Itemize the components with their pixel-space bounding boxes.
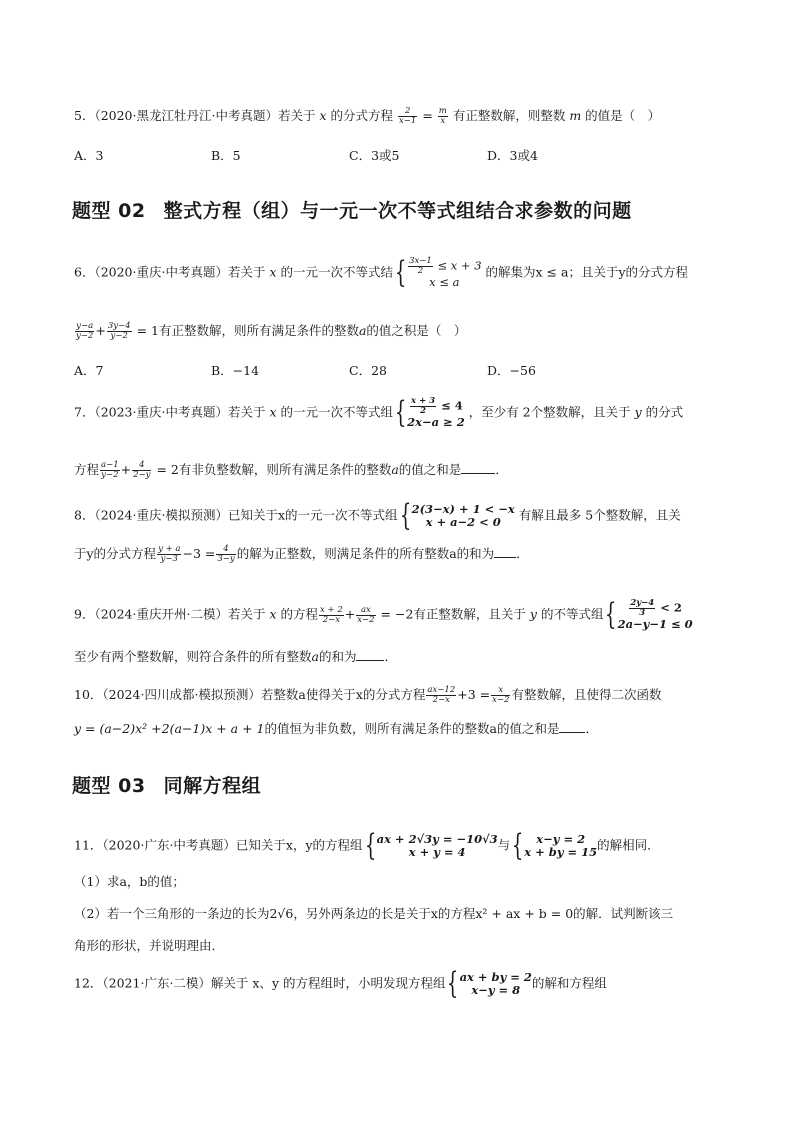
- question-10-line1: [74, 686, 661, 705]
- frac-top: x + 3: [411, 396, 436, 406]
- frac-top: ax: [356, 606, 375, 616]
- q5-m: m: [569, 108, 582, 123]
- frac-top: 3x−1: [409, 256, 432, 266]
- q9-y: y: [529, 606, 537, 622]
- q7-a: a: [391, 462, 399, 477]
- sys-row2: x + a−2 < 0: [425, 515, 501, 529]
- q11-sub2-line2: 角形的形状，并说明理由．: [74, 938, 225, 953]
- frac-top: m: [438, 106, 447, 116]
- q7-y: y: [634, 404, 642, 420]
- q10-prefix: 10．（2024·四川成都·模拟预测）若整数a使得关于x的分式方程: [74, 687, 426, 702]
- q9-a: a: [311, 649, 319, 664]
- q6-a: a: [358, 323, 367, 338]
- frac-bottom: x: [440, 116, 446, 126]
- question-8-line2: [74, 545, 529, 564]
- q9-line2-end: 的和为: [318, 649, 357, 664]
- q11-end: 的解相同．: [597, 837, 660, 853]
- frac-bottom: 2−x: [322, 614, 341, 625]
- frac-bottom: y−2: [76, 331, 94, 341]
- sys-row1: ≤ x + 3: [437, 258, 482, 273]
- question-11-line1: [74, 828, 660, 863]
- question-9-line2: [74, 649, 397, 665]
- sys-row2: x + by = 15: [524, 845, 598, 859]
- frac-bottom: 2: [417, 266, 424, 276]
- sys-row2: x ≤ a: [429, 275, 460, 289]
- q11-system-2: [524, 833, 597, 859]
- q5-frac-left: [398, 107, 417, 126]
- q5-mid: 的分式方程: [330, 108, 394, 123]
- period: ．: [495, 462, 508, 477]
- frac-bottom: 2−x: [432, 695, 450, 705]
- question-8-line1: [74, 498, 681, 533]
- brace-icon: {: [394, 255, 407, 290]
- heading-label: 题型 02: [72, 200, 146, 222]
- frac-top: y + a: [158, 544, 181, 554]
- frac-top: y−a: [76, 321, 94, 331]
- q5-option-d: D．3或4: [487, 148, 538, 163]
- q7-end: 的分式: [645, 404, 684, 420]
- plus: +: [95, 323, 106, 338]
- sys-row2: x−y = 8: [471, 983, 521, 997]
- q6-option-b: B．−14: [211, 363, 260, 378]
- section-heading-03: [72, 771, 261, 798]
- q11-system-1: [377, 833, 498, 859]
- q8-prefix: 8．（2024·重庆·模拟预测）已知关于x的一元一次不等式组: [74, 507, 398, 523]
- question-5-stem: [74, 107, 660, 126]
- q10-plus3: +3 =: [457, 687, 491, 702]
- question-7-line1: [74, 397, 683, 429]
- question-6-line2: [74, 322, 466, 341]
- period: ．: [585, 721, 598, 736]
- answer-blank[interactable]: [494, 546, 516, 558]
- brace-icon: {: [364, 828, 376, 863]
- q6-line2-rest: = 1有正整数解，则所有满足条件的整数: [136, 323, 359, 338]
- frac-bottom: 3: [639, 608, 646, 618]
- question-12-line1: [74, 966, 607, 1001]
- q5-option-a: A．3: [74, 148, 104, 163]
- frac-top: 4: [132, 461, 151, 471]
- sys-row1: x−y = 2: [536, 832, 586, 846]
- q6-mid: 的一元一次不等式结: [280, 264, 394, 280]
- q11-sub1: （1）求a，b的值；: [74, 874, 185, 889]
- q12-prefix: 12．（2021·广东·二模）解关于 x、y 的方程组时，小明发现方程组: [74, 975, 446, 991]
- q5-end: 的值是（ ）: [585, 108, 661, 123]
- q5-var: x: [319, 108, 327, 123]
- q10-line2-rest: 的值恒为非负数，则所有满足条件的整数a的值之和是: [264, 721, 560, 736]
- frac-top: 3y−4: [107, 321, 131, 331]
- q5-prefix: 5．（2020·黑龙江牡丹江·中考真题）若关于: [74, 108, 316, 123]
- q8-inequality-system: [412, 503, 515, 529]
- sys-row2: x + y = 4: [408, 845, 466, 859]
- q7-line2-end: 的值之和是: [398, 462, 462, 477]
- period: ．: [516, 546, 529, 561]
- q11-sub2-line1: （2）若一个三角形的一条边的长为2√6，另外两条边的长是关于x的方程x² + ax + b = 0的解．试判断该三: [74, 906, 674, 921]
- q5-option-b: B．5: [211, 148, 241, 163]
- q7-line2-rest: = 2有非负整数解，则所有满足条件的整数: [156, 462, 392, 477]
- q8-line2-rest: 的解为正整数，则满足条件的所有整数a的和为: [236, 546, 495, 561]
- heading-title: 整式方程（组）与一元一次不等式组结合求参数的问题: [163, 200, 632, 222]
- period: ．: [384, 649, 397, 664]
- frac-bottom: 2: [420, 406, 427, 416]
- q6-option-a: A．7: [74, 363, 104, 378]
- q8-minus3: −3 =: [182, 546, 216, 561]
- q9-inequality-system: [618, 599, 693, 631]
- answer-blank[interactable]: [356, 649, 384, 661]
- q7-inequality-system: [407, 397, 465, 429]
- q5-eq: =: [422, 108, 433, 123]
- q10-quadratic: y = (a−2)x² +2(a−1)x + a + 1: [74, 721, 265, 736]
- frac-bottom: 3−y: [217, 554, 235, 564]
- q9-var: x: [269, 606, 277, 622]
- q6-inequality-system: [407, 257, 481, 289]
- frac-bottom: x−2: [357, 614, 375, 625]
- q10-rest: 有整数解，且使得二次函数: [511, 687, 662, 702]
- answer-blank[interactable]: [559, 721, 585, 733]
- question-9-line1: [74, 599, 693, 631]
- q5-frac-right: [438, 107, 448, 126]
- frac-top: 2y−4: [630, 598, 655, 608]
- q7-prefix: 7．（2023·重庆·中考真题）若关于: [74, 404, 266, 420]
- q11-with: 与: [497, 837, 511, 853]
- plus: +: [344, 606, 356, 622]
- q6-prefix: 6．（2020·重庆·中考真题）若关于: [74, 264, 266, 280]
- q9-rest: = −2有正整数解，且关于: [380, 606, 526, 622]
- question-10-line2: [74, 721, 598, 737]
- sys-row1: < 2: [660, 600, 682, 615]
- plus: +: [120, 462, 132, 477]
- frac-top: x + 2: [320, 604, 343, 615]
- q8-suffix: 有解且最多 5个整数解，且关: [518, 507, 681, 523]
- sys-row2: 2x−a ≥ 2: [407, 415, 465, 429]
- frac-top: x: [491, 686, 510, 696]
- sys-row1: ax + by = 2: [459, 970, 532, 984]
- frac-bottom: x−1: [399, 116, 417, 126]
- heading-label: 题型 03: [72, 775, 146, 797]
- brace-icon: {: [605, 597, 617, 632]
- q6-line2-end: 的值之积是（ ）: [366, 323, 467, 338]
- q6-var: x: [269, 264, 277, 280]
- q6-option-c: C．28: [349, 363, 387, 378]
- brace-icon: {: [447, 966, 459, 1001]
- frac-top: a−1: [101, 460, 119, 470]
- q5-suffix: 有正整数解，则整数: [452, 108, 566, 123]
- brace-icon: {: [394, 395, 407, 430]
- section-heading-02: [72, 196, 632, 223]
- q7-mid: 的一元一次不等式组: [280, 404, 394, 420]
- q7-suffix: ，至少有 2个整数解，且关于: [468, 404, 631, 420]
- question-7-line2: [74, 461, 508, 480]
- question-6-line1: [74, 257, 688, 289]
- q9-end: 的不等式组: [540, 606, 604, 622]
- sys-row1: ≤ 4: [441, 398, 463, 413]
- q12-end: 的解和方程组: [531, 975, 607, 991]
- q5-option-c: C．3或5: [349, 148, 400, 163]
- q7-var: x: [269, 404, 277, 420]
- heading-title: 同解方程组: [163, 775, 262, 797]
- answer-blank[interactable]: [461, 462, 495, 474]
- frac-bottom: x−2: [492, 695, 510, 705]
- sys-row1: ax + 2√3y = −10√3: [376, 832, 498, 846]
- brace-icon: {: [512, 828, 524, 863]
- q8-line2-prefix: 于y的分式方程: [74, 546, 157, 561]
- frac-bottom: y−3: [160, 554, 178, 564]
- frac-top: 2: [398, 107, 417, 117]
- q11-prefix: 11．（2020·广东·中考真题）已知关于x，y的方程组: [74, 837, 363, 853]
- q6-suffix: 的解集为x ≤ a；且关于y的分式方程: [485, 264, 689, 280]
- q9-prefix: 9．（2024·重庆开州·二模）若关于: [74, 606, 266, 622]
- sys-row1: 2(3−x) + 1 < −x: [411, 502, 515, 516]
- q6-option-d: D．−56: [487, 363, 536, 378]
- q9-line2: 至少有两个整数解，则符合条件的所有整数: [74, 649, 312, 664]
- q12-system: [460, 971, 532, 997]
- q9-mid: 的方程: [280, 606, 319, 622]
- frac-bottom: y−2: [101, 470, 119, 480]
- frac-top: 4: [216, 545, 235, 555]
- sys-row2: 2a−y−1 ≤ 0: [617, 617, 693, 631]
- q7-line2-prefix: 方程: [74, 462, 100, 477]
- frac-bottom: 2−y: [133, 470, 151, 480]
- frac-top: ax−12: [427, 685, 456, 695]
- brace-icon: {: [399, 498, 411, 533]
- frac-bottom: y−2: [110, 331, 128, 341]
